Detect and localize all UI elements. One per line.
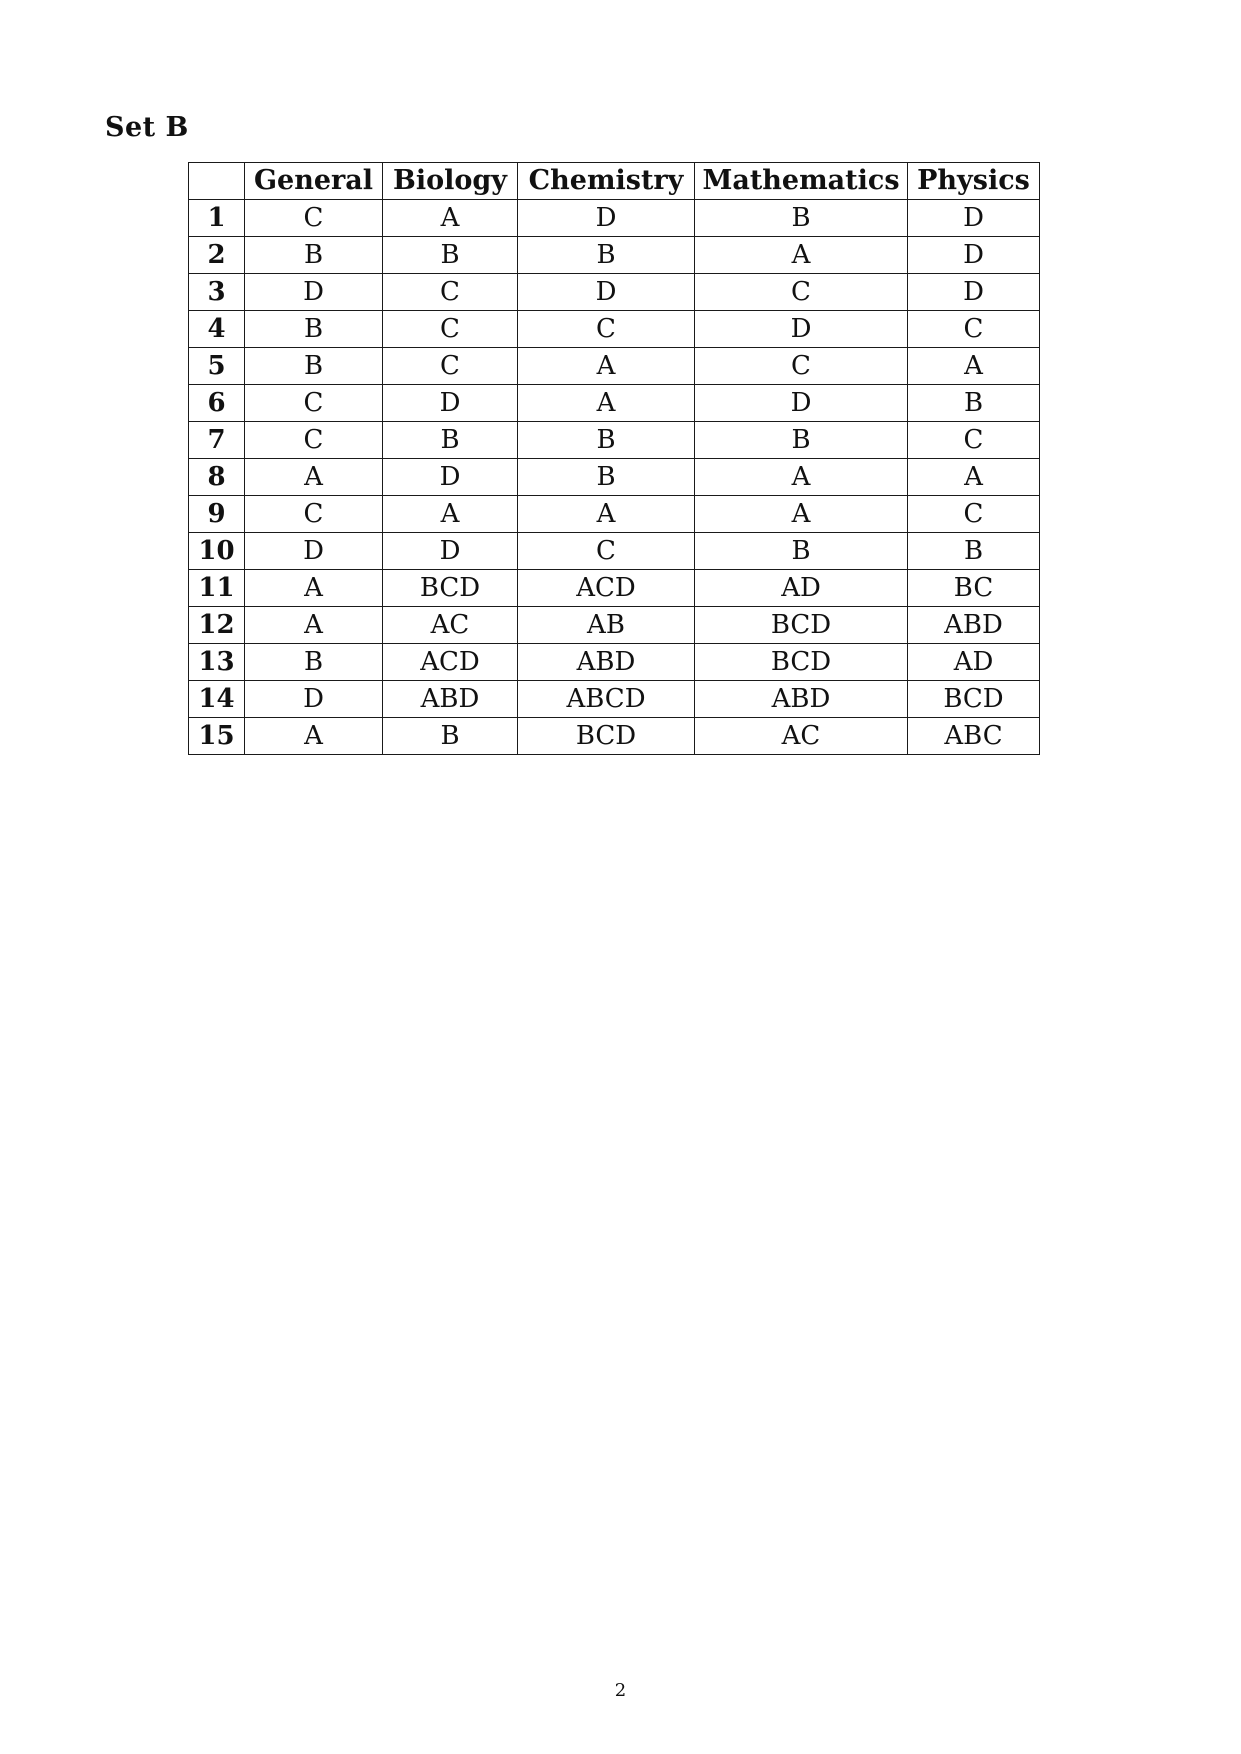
answer-cell: D xyxy=(908,274,1040,311)
answer-cell: A xyxy=(518,496,695,533)
answer-cell: C xyxy=(383,348,518,385)
answer-cell: A xyxy=(695,237,908,274)
answer-cell: C xyxy=(383,274,518,311)
answer-cell: ABD xyxy=(518,644,695,681)
question-number: 15 xyxy=(189,718,245,755)
answer-cell: AD xyxy=(908,644,1040,681)
answer-cell: D xyxy=(383,385,518,422)
question-number: 13 xyxy=(189,644,245,681)
header-physics: Physics xyxy=(908,163,1040,200)
answer-cell: C xyxy=(695,274,908,311)
table-row xyxy=(189,348,1040,385)
answer-cell: ABC xyxy=(908,718,1040,755)
table-row xyxy=(189,200,1040,237)
question-number: 6 xyxy=(189,385,245,422)
answer-cell: D xyxy=(695,385,908,422)
question-number: 2 xyxy=(189,237,245,274)
answer-cell: B xyxy=(383,718,518,755)
table-row xyxy=(189,718,1040,755)
table-row xyxy=(189,459,1040,496)
answer-cell: B xyxy=(245,644,383,681)
answer-cell: D xyxy=(245,681,383,718)
answer-cell: A xyxy=(245,570,383,607)
table-row xyxy=(189,274,1040,311)
answer-cell: A xyxy=(908,348,1040,385)
question-number: 8 xyxy=(189,459,245,496)
question-number: 3 xyxy=(189,274,245,311)
answer-cell: C xyxy=(245,200,383,237)
answer-cell: D xyxy=(383,459,518,496)
question-number: 5 xyxy=(189,348,245,385)
answer-cell: A xyxy=(245,459,383,496)
table-row xyxy=(189,533,1040,570)
answer-cell: D xyxy=(383,533,518,570)
answer-cell: C xyxy=(383,311,518,348)
answer-cell: B xyxy=(518,422,695,459)
question-number: 14 xyxy=(189,681,245,718)
answer-cell: A xyxy=(383,496,518,533)
table-row xyxy=(189,422,1040,459)
answer-cell: C xyxy=(245,496,383,533)
answer-cell: C xyxy=(518,311,695,348)
answer-cell: D xyxy=(245,533,383,570)
answer-cell: D xyxy=(695,311,908,348)
question-number: 11 xyxy=(189,570,245,607)
table-header-row xyxy=(189,163,1040,200)
question-number: 9 xyxy=(189,496,245,533)
table-row xyxy=(189,681,1040,718)
answer-cell: C xyxy=(908,422,1040,459)
answer-cell: D xyxy=(908,237,1040,274)
answer-key-table xyxy=(188,162,1040,755)
table-row xyxy=(189,311,1040,348)
answer-cell: B xyxy=(383,422,518,459)
question-number: 7 xyxy=(189,422,245,459)
answer-cell: B xyxy=(908,385,1040,422)
answer-cell: C xyxy=(908,496,1040,533)
answer-cell: BCD xyxy=(518,718,695,755)
answer-cell: ACD xyxy=(518,570,695,607)
answer-cell: BC xyxy=(908,570,1040,607)
answer-cell: D xyxy=(518,274,695,311)
answer-cell: B xyxy=(695,533,908,570)
answer-cell: ACD xyxy=(383,644,518,681)
answer-cell: D xyxy=(518,200,695,237)
answer-cell: B xyxy=(245,348,383,385)
answer-cell: ABCD xyxy=(518,681,695,718)
answer-cell: ABD xyxy=(908,607,1040,644)
answer-cell: B xyxy=(245,311,383,348)
answer-cell: D xyxy=(245,274,383,311)
answer-cell: A xyxy=(383,200,518,237)
table-row xyxy=(189,570,1040,607)
answer-cell: BCD xyxy=(695,644,908,681)
question-number: 4 xyxy=(189,311,245,348)
answer-cell: BCD xyxy=(383,570,518,607)
header-chemistry: Chemistry xyxy=(518,163,695,200)
answer-cell: A xyxy=(518,385,695,422)
header-biology: Biology xyxy=(383,163,518,200)
answer-cell: B xyxy=(383,237,518,274)
answer-cell: C xyxy=(245,385,383,422)
answer-cell: A xyxy=(518,348,695,385)
set-title: Set B xyxy=(105,112,189,143)
header-mathematics: Mathematics xyxy=(695,163,908,200)
answer-cell: A xyxy=(245,607,383,644)
table-row xyxy=(189,496,1040,533)
answer-cell: B xyxy=(908,533,1040,570)
answer-cell: B xyxy=(518,459,695,496)
answer-cell: A xyxy=(695,459,908,496)
answer-cell: AC xyxy=(695,718,908,755)
answer-cell: A xyxy=(908,459,1040,496)
answer-cell: C xyxy=(908,311,1040,348)
answer-cell: ABD xyxy=(695,681,908,718)
answer-cell: C xyxy=(695,348,908,385)
table-row xyxy=(189,385,1040,422)
answer-cell: ABD xyxy=(383,681,518,718)
answer-cell: B xyxy=(695,422,908,459)
answer-cell: A xyxy=(695,496,908,533)
question-number: 12 xyxy=(189,607,245,644)
answer-cell: D xyxy=(908,200,1040,237)
question-number: 10 xyxy=(189,533,245,570)
answer-cell: B xyxy=(518,237,695,274)
answer-cell: A xyxy=(245,718,383,755)
header-general: General xyxy=(245,163,383,200)
answer-cell: C xyxy=(245,422,383,459)
table-row xyxy=(189,607,1040,644)
answer-cell: B xyxy=(245,237,383,274)
header-corner xyxy=(189,163,245,200)
page-number: 2 xyxy=(614,1680,627,1701)
answer-cell: AC xyxy=(383,607,518,644)
question-number: 1 xyxy=(189,200,245,237)
answer-cell: B xyxy=(695,200,908,237)
answer-cell: BCD xyxy=(908,681,1040,718)
answer-cell: BCD xyxy=(695,607,908,644)
table-row xyxy=(189,644,1040,681)
answer-cell: AB xyxy=(518,607,695,644)
answer-cell: AD xyxy=(695,570,908,607)
answer-cell: C xyxy=(518,533,695,570)
table-row xyxy=(189,237,1040,274)
